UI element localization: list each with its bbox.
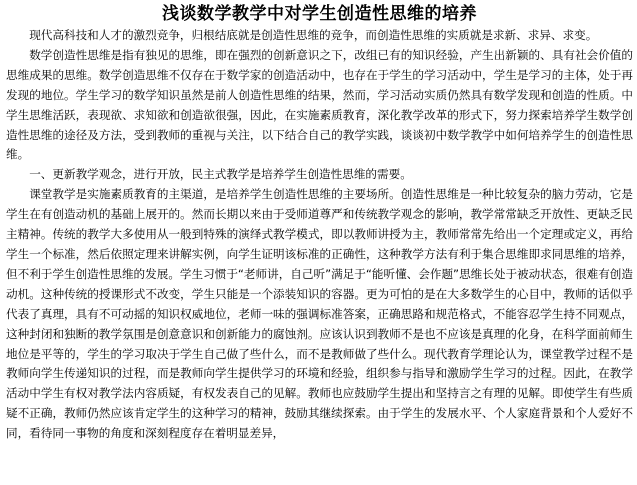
intro-paragraph: 现代高科技和人才的激烈竞争，归根结底就是创造性思维的竞争，而创造性思维的实质就是求新、求异、求变。 xyxy=(29,28,598,42)
section-paragraph: 课堂教学是实施素质教育的主渠道，是培养学生创造性思维的主要场所。创造性思维是一种比较复杂的脑力劳动，它是学生在有创造动机的基础上展开的。然而长期以来由于受师道尊严和传统教学观念的影响，教学常常缺乏开放性、更缺乏民主精神。传统的教学大多使用从一般到特殊的演绎式教学模式，即以教师讲授为主，教师常常先给出一个定理或定义，再给学生一个标准，然后依照定理来讲解实例，向学生证明该标准的正确性，这种教学方法有利于集合思维即求同思维的培养，但不利于学生创造性思维的发展。学生习惯于“老师讲，自己听”满足于“能听懂、会作题”思维长处于被动状态，很难有创造动机。这种传统的授课形式不改变，学生只能是一个添装知识的容器。更为可怕的是在大多数学生的心目中，教师的话似乎代表了真理，具有不可动摇的知识权威地位，老师一味的强调标准答案，正确思路和规范格式，不能容忍学生持不同观点，这种封闭和独断的教学氛围是创意意识和创新能力的腐蚀剂。应该认识到教师不是也不应该是真理的化身，在科学面前师生地位是平等的，学生的学习取决于学生自己做了些什么，而不是教师做了些什么。现代教育学理论认为，课堂教学过程不是教师向学生传递知识的过程，而是教师向学生提供学习的环境和经验，组织参与指导和激励学生学习的过程。因此，在教学活动中学生有权对教学法内容质疑，有权发表自己的见解。教师也应鼓励学生提出和坚持言之有理的见解。即使学生有些质疑不正确，教师仍然应该肯定学生的这种学习的精神，鼓励其继续探索。由于学生的发展水平、个人家庭背景和个人爱好不同，看待同一事物的角度和深刻程度存在着明显差异， xyxy=(6,187,633,441)
section-heading: 一、更新教学观念，进行开放，民主式教学是培养学生创造性思维的需要。 xyxy=(29,167,412,182)
document-title: 浅谈数学教学中对学生创造性思维的培养 xyxy=(162,4,477,24)
definition-paragraph: 数学创造性思维是指有独见的思维，即在强烈的创新意识之下，改组已有的知识经验，产生出新颖的、具有社会价值的思维成果的思维。数学创造思维不仅存在于数学家的创造活动中，也存在于学生的学习活动中，学生是学习的主体，处于再发现的地位。学生学习的数学知识虽然是前人创造性思维的结果，然而，学习活动实质仍然具有数学发现和创造的性质。中学生思维活跃，表现欲、求知欲和创造欲很强，因此，在实施素质教育，深化教学改革的形式下，努力探索培养学生数学创造性思维的途径及方法，受到教师的重视与关注，以下结合自己的教学实践，谈谈初中数学教学中如何培养学生的创造性思维。 xyxy=(6,47,633,162)
